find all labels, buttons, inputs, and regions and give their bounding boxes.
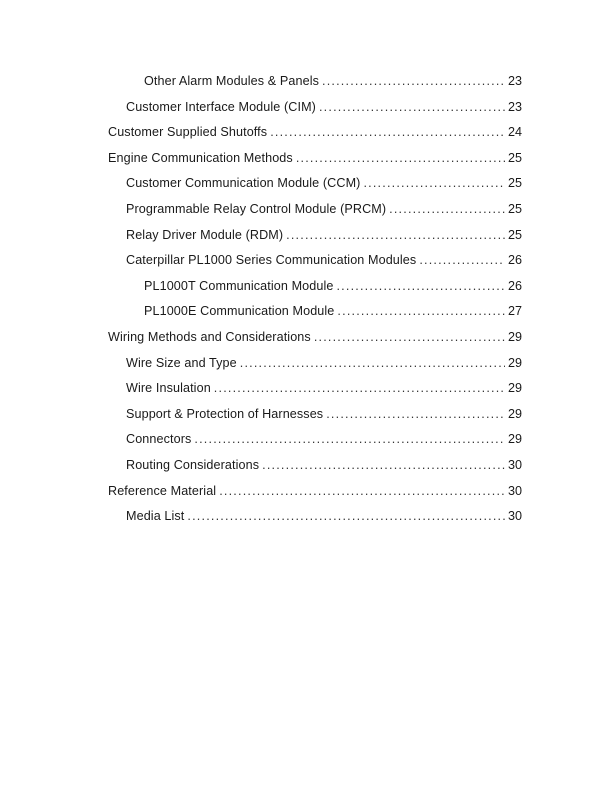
toc-entry[interactable] [0,274,612,300]
toc-entry[interactable] [0,120,612,146]
toc-entry-line [126,223,522,249]
toc-entry-page-number: 29 [507,329,522,344]
dot-leader [319,95,505,121]
toc-entry-line [126,504,522,530]
toc-entry[interactable] [0,427,612,453]
dot-leader [336,274,505,300]
toc-entry[interactable] [0,479,612,505]
toc-entry-page-number: 30 [507,509,522,524]
toc-entry-page-number: 25 [507,176,522,191]
toc-entry-line [126,376,522,402]
toc-entry-page-number: 26 [507,278,522,293]
toc-entry-line [144,299,522,325]
toc-entry-title: Customer Communication Module (CCM) [126,176,361,191]
toc-entry-title: PL1000E Communication Module [144,304,335,319]
dot-leader [363,171,505,197]
dot-leader [389,197,505,223]
dot-leader [322,69,505,95]
toc-entry-line [126,248,522,274]
toc-entry-title: Customer Supplied Shutoffs [108,125,268,140]
toc-entry-page-number: 25 [507,150,522,165]
toc-entry-line [108,120,522,146]
dot-leader [337,299,505,325]
toc-entry[interactable] [0,402,612,428]
toc-entry-title: Reference Material [108,483,217,498]
toc-entry-line [126,171,522,197]
dot-leader [214,376,505,402]
toc-entry-page-number: 30 [507,483,522,498]
dot-leader [296,146,505,172]
toc-entry-page-number: 23 [507,99,522,114]
toc-entry-page-number: 30 [507,457,522,472]
toc-entry-page-number: 29 [507,381,522,396]
toc-entry-line [144,274,522,300]
toc-entry-title: PL1000T Communication Module [144,278,334,293]
dot-leader [219,479,505,505]
toc-entry-line [126,402,522,428]
dot-leader [194,427,505,453]
toc-entry-title: Wire Size and Type [126,355,237,370]
dot-leader [326,402,505,428]
toc-entry-line [108,146,522,172]
toc-entry-line [126,197,522,223]
toc-entry[interactable] [0,248,612,274]
toc-entry-page-number: 29 [507,355,522,370]
toc-entry-title: Wiring Methods and Considerations [108,329,311,344]
toc-entry[interactable] [0,376,612,402]
dot-leader [286,223,505,249]
toc-entry-page-number: 25 [507,227,522,242]
dot-leader [262,453,505,479]
toc-entry-title: Wire Insulation [126,381,211,396]
toc-entry-page-number: 29 [507,406,522,421]
toc-entry-line [144,69,522,95]
dot-leader [187,504,505,530]
toc-entry-line [126,95,522,121]
toc-entry[interactable] [0,95,612,121]
toc-entry-title: Engine Communication Methods [108,150,293,165]
toc-entry-title: Routing Considerations [126,457,260,472]
toc-entry-title: Programmable Relay Control Module (PRCM) [126,201,387,216]
toc-entry-page-number: 24 [507,125,522,140]
toc-entry-line [126,453,522,479]
toc-entry-page-number: 27 [507,304,522,319]
toc-entry-title: Other Alarm Modules & Panels [144,74,319,88]
toc-entry-page-number: 26 [507,253,522,268]
toc-entry[interactable] [0,299,612,325]
toc-entry[interactable] [0,69,612,95]
toc-entry[interactable] [0,171,612,197]
toc-entry-page-number: 25 [507,201,522,216]
toc-entry[interactable] [0,351,612,377]
toc-entry-line [108,325,522,351]
dot-leader [270,120,505,146]
toc-entry-title: Support & Protection of Harnesses [126,406,324,421]
toc-entry-title: Customer Interface Module (CIM) [126,99,316,114]
dot-leader [240,351,505,377]
toc-entry-line [126,351,522,377]
table-of-contents [0,69,612,530]
toc-entry-title: Relay Driver Module (RDM) [126,227,284,242]
toc-entry-page-number: 23 [507,74,522,88]
toc-entry[interactable] [0,325,612,351]
dot-leader [314,325,505,351]
toc-entry-title: Connectors [126,432,192,447]
toc-entry[interactable] [0,223,612,249]
toc-entry[interactable] [0,453,612,479]
toc-entry[interactable] [0,146,612,172]
toc-entry-line [108,479,522,505]
toc-entry[interactable] [0,504,612,530]
toc-entry-title: Media List [126,509,185,524]
toc-entry-line [126,427,522,453]
toc-entry[interactable] [0,197,612,223]
toc-entry-title: Caterpillar PL1000 Series Communication Modules [126,253,417,268]
toc-entry-page-number: 29 [507,432,522,447]
dot-leader [419,248,505,274]
